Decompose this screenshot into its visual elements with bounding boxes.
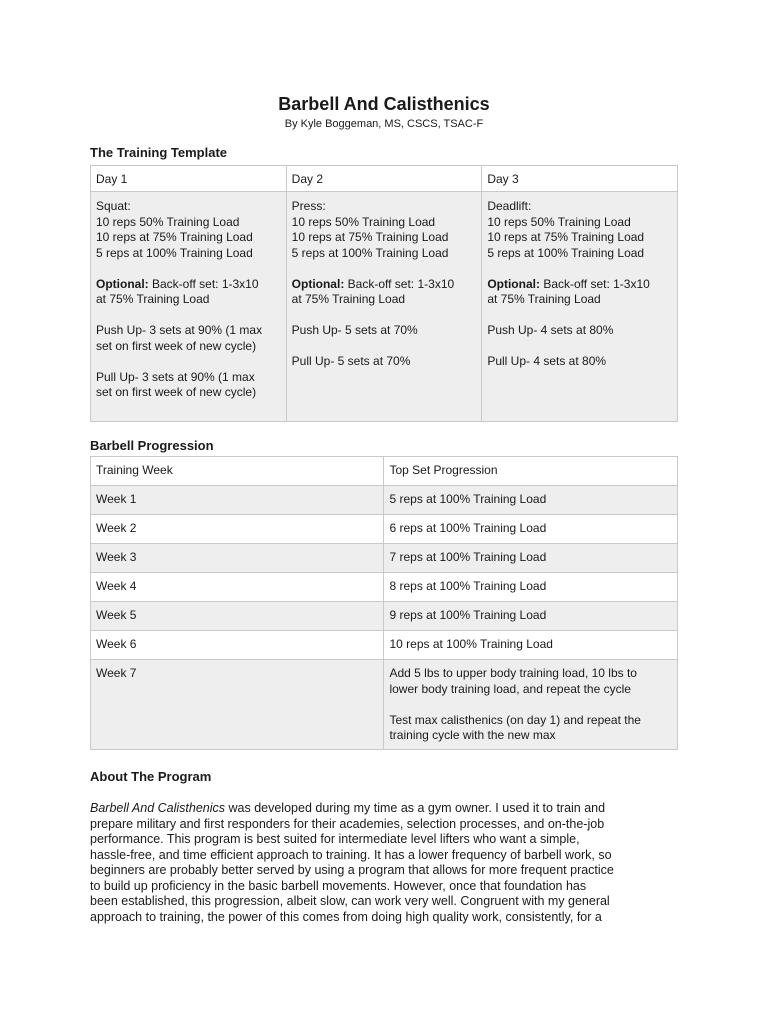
about-paragraph — [90, 801, 678, 925]
lift-line: 10 reps 50% Training Load — [96, 214, 240, 229]
about-line: to build up proficiency in the basic barbell movements. However, once that foundation has — [90, 878, 587, 893]
lift-line: Deadlift: — [487, 199, 532, 213]
table-row — [91, 631, 678, 660]
calisthenics-line: Push Up- 4 sets at 80% — [487, 323, 614, 337]
progression-cell — [384, 515, 678, 544]
day-3-workout — [482, 192, 678, 422]
calisthenics-line: Pull Up- 5 sets at 70% — [291, 354, 411, 368]
optional-text: Back-off set: 1-3x10 — [344, 276, 455, 291]
progression-line: 7 reps at 100% Training Load — [389, 550, 547, 564]
calisthenics-line: Pull Up- 4 sets at 80% — [487, 354, 607, 368]
optional-line: at 75% Training Load — [291, 292, 406, 306]
table-row — [91, 544, 678, 573]
progression-cell — [384, 602, 678, 631]
training-template-table — [90, 165, 678, 422]
about-line — [90, 801, 678, 817]
optional-text: Back-off set: 1-3x10 — [148, 276, 259, 291]
training-template-heading: The Training Template — [90, 145, 228, 160]
progression-cell — [384, 544, 678, 573]
day-1-workout — [91, 192, 287, 422]
calisthenics-block — [96, 323, 281, 354]
week-cell: Week 6 — [91, 631, 384, 660]
optional-block — [292, 277, 477, 308]
about-line: beginners are probably better served by using a program that allows for more frequent practice — [90, 863, 614, 877]
progression-cell — [384, 486, 678, 515]
progression-cell — [384, 631, 678, 660]
document-title: Barbell And Calisthenics — [278, 94, 490, 114]
week-cell: Week 7 — [91, 660, 384, 750]
day-header: Day 1 — [91, 166, 287, 192]
column-header: Training Week — [91, 457, 384, 486]
lift-block — [96, 199, 281, 261]
program-name: Barbell And Calisthenics — [90, 801, 226, 815]
calisthenics-block — [487, 354, 672, 370]
lift-line: Squat: — [96, 199, 131, 213]
optional-line — [487, 277, 672, 293]
lift-line: 10 reps at 75% Training Load — [487, 230, 645, 244]
calisthenics-line: Push Up- 5 sets at 70% — [291, 323, 418, 337]
day-2-workout — [286, 192, 482, 422]
week-cell: Week 5 — [91, 602, 384, 631]
optional-label: Optional: — [96, 276, 149, 291]
day-header: Day 3 — [482, 166, 678, 192]
optional-text: Back-off set: 1-3x10 — [539, 276, 650, 291]
author-byline: By Kyle Boggeman, MS, CSCS, TSAC-F — [284, 118, 484, 130]
week-cell: Week 2 — [91, 515, 384, 544]
optional-block — [487, 277, 672, 308]
about-text: was developed during my time as a gym owner. I used it to train and — [225, 801, 606, 815]
optional-label: Optional: — [291, 276, 345, 291]
table-row — [91, 602, 678, 631]
column-header: Top Set Progression — [384, 457, 678, 486]
progression-line: 8 reps at 100% Training Load — [389, 579, 547, 593]
optional-block — [96, 277, 281, 308]
training-template-header-row — [91, 166, 678, 192]
about-line: been established, this progression, albeit slow, can work very well. Congruent with my general — [90, 894, 610, 908]
calisthenics-line: Push Up- 3 sets at 90% (1 max — [96, 323, 263, 337]
about-line: performance. This program is best suited for intermediate level lifters who want a simple, — [90, 832, 580, 846]
lift-block — [292, 199, 477, 261]
optional-line: at 75% Training Load — [487, 292, 601, 306]
progression-line: Test max calisthenics (on day 1) and repeat the — [389, 712, 641, 727]
table-row — [91, 573, 678, 602]
calisthenics-block — [96, 370, 281, 401]
calisthenics-line: Pull Up- 3 sets at 90% (1 max — [96, 369, 255, 384]
lift-block — [487, 199, 672, 261]
week-cell: Week 3 — [91, 544, 384, 573]
optional-line: at 75% Training Load — [96, 292, 210, 306]
lift-line: 10 reps at 75% Training Load — [291, 230, 449, 244]
optional-line — [292, 277, 477, 293]
progression-line: 9 reps at 100% Training Load — [389, 608, 547, 622]
lift-line: 5 reps at 100% Training Load — [487, 245, 645, 260]
lift-line: 5 reps at 100% Training Load — [96, 245, 253, 260]
week-cell: Week 4 — [91, 573, 384, 602]
lift-line: 10 reps 50% Training Load — [291, 214, 436, 229]
calisthenics-block — [487, 323, 672, 339]
optional-label: Optional: — [487, 276, 540, 291]
barbell-progression-heading: Barbell Progression — [90, 438, 214, 453]
progression-line: 6 reps at 100% Training Load — [389, 521, 547, 535]
calisthenics-line: set on first week of new cycle) — [96, 338, 257, 353]
week-cell: Week 1 — [91, 486, 384, 515]
calisthenics-block — [292, 354, 477, 370]
calisthenics-block — [292, 323, 477, 339]
progression-line: lower body training load, and repeat the cycle — [389, 681, 631, 696]
lift-line: 5 reps at 100% Training Load — [291, 245, 449, 260]
progression-line: Add 5 lbs to upper body training load, 10 lbs to — [389, 666, 637, 680]
barbell-progression-table — [90, 456, 678, 750]
about-line: approach to training, the power of this comes from doing high quality work, consistently, for a — [90, 909, 602, 924]
lift-line: Press: — [291, 199, 326, 213]
progression-line: 5 reps at 100% Training Load — [389, 492, 547, 506]
about-line: prepare military and first responders for their academies, selection processes, and on-the-job — [90, 816, 605, 831]
progression-header-row — [91, 457, 678, 486]
day-header: Day 2 — [286, 166, 482, 192]
about-heading: About The Program — [90, 769, 212, 784]
training-template-body-row — [91, 192, 678, 422]
lift-line: 10 reps 50% Training Load — [487, 214, 631, 229]
progression-line — [389, 697, 672, 713]
about-line: hassle-free, and time efficient approach to training. It has a lower frequency of barbell work, so — [90, 847, 612, 862]
calisthenics-line: set on first week of new cycle) — [96, 385, 257, 399]
optional-line — [96, 277, 281, 293]
table-row — [91, 660, 678, 750]
table-row — [91, 486, 678, 515]
lift-line: 10 reps at 75% Training Load — [96, 230, 253, 244]
table-row — [91, 515, 678, 544]
progression-cell — [384, 660, 678, 750]
progression-cell — [384, 573, 678, 602]
progression-line: 10 reps at 100% Training Load — [389, 637, 553, 651]
progression-line: training cycle with the new max — [389, 728, 556, 742]
